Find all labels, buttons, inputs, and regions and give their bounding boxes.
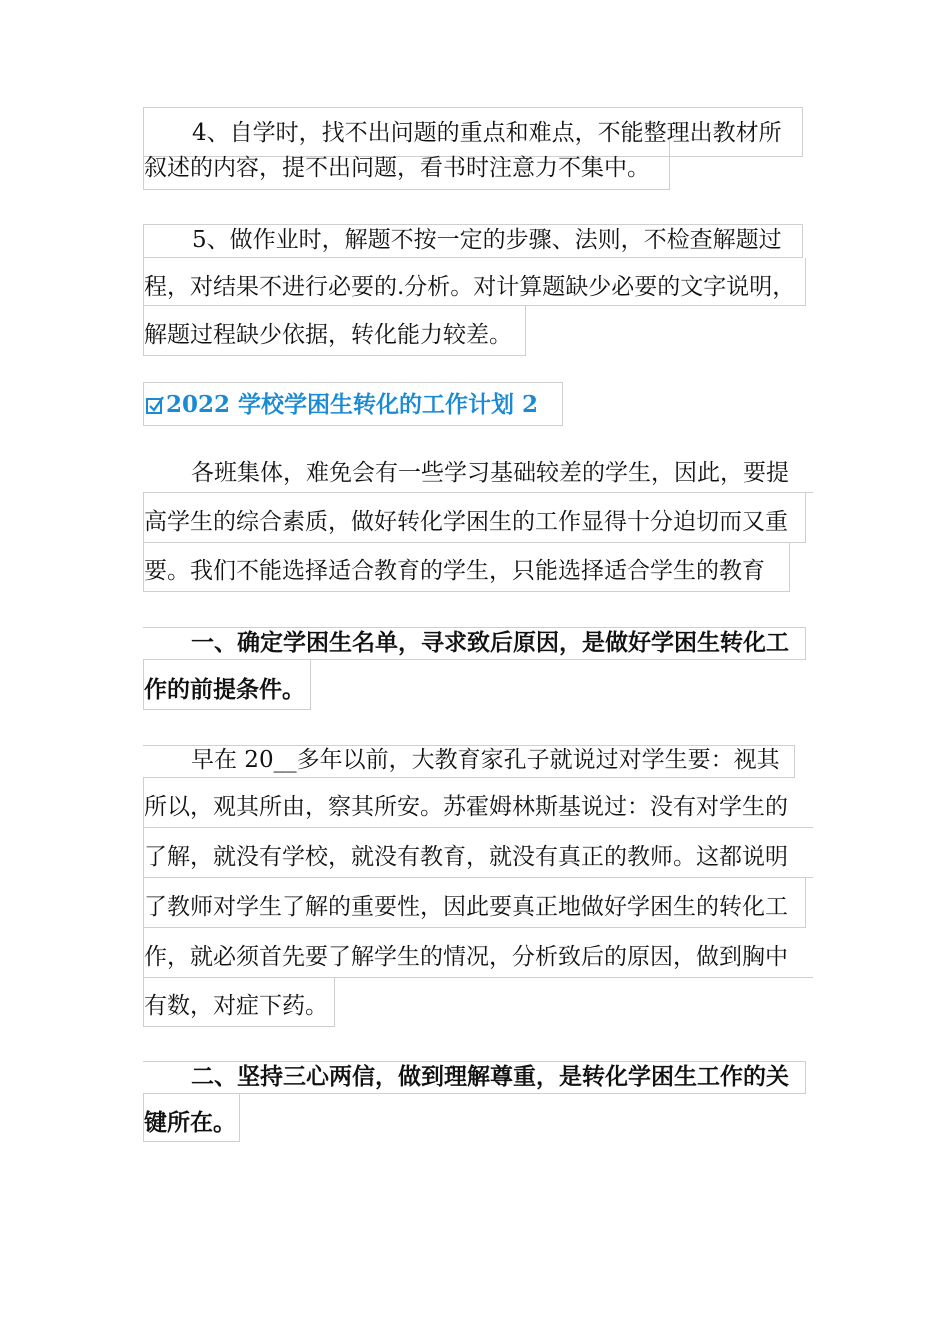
checkbox-icon <box>146 396 164 414</box>
section-1-body-line-3: 了解，就没有学校，就没有教育，就没有真正的教师。这都说明 <box>143 828 813 878</box>
intro-line-3: 要。我们不能选择适合教育的学生，只能选择适合学生的教育 <box>143 543 790 592</box>
paragraph-5-line-3: 解题过程缺少依据，转化能力较差。 <box>143 306 526 356</box>
section-2-heading-line-1: 二、坚持三心两信，做到理解尊重，是转化学困生工作的关 <box>143 1061 806 1094</box>
section-1-heading-line-1: 一、确定学困生名单，寻求致后原因，是做好学困生转化工 <box>143 627 806 660</box>
section-1-heading-line-2: 作的前提条件。 <box>143 660 311 710</box>
section-1-body-line-5: 作，就必须首先要了解学生的情况，分析致后的原因，做到胸中 <box>143 928 813 978</box>
section-1-body-line-6: 有数，对症下药。 <box>143 978 335 1027</box>
section-1-body-line-2: 所以，观其所由，察其所安。苏霍姆林斯基说过：没有对学生的 <box>143 778 813 828</box>
section-heading <box>143 382 563 426</box>
paragraph-5-line-1: 5、做作业时，解题不按一定的步骤、法则，不检查解题过 <box>143 224 803 258</box>
paragraph-5-line-2: 程，对结果不进行必要的.分析。对计算题缺少必要的文字说明， <box>143 258 806 306</box>
intro-line-1: 各班集体，难免会有一些学习基础较差的学生，因此，要提 <box>143 452 813 493</box>
section-2-heading-line-2: 键所在。 <box>143 1094 240 1142</box>
intro-line-2: 高学生的综合素质，做好转化学困生的工作显得十分迫切而又重 <box>143 493 806 543</box>
section-heading-text: 2022 学校学困生转化的工作计划 2 <box>166 391 539 418</box>
section-1-body-line-1: 早在 20__多年以前，大教育家孔子就说过对学生要：视其 <box>143 745 795 778</box>
paragraph-4-line-1: 4、自学时，找不出问题的重点和难点，不能整理出教材所 <box>143 107 803 157</box>
section-1-body-line-4: 了教师对学生了解的重要性，因此要真正地做好学困生的转化工 <box>143 878 806 928</box>
paragraph-4-line-2: 叙述的内容，提不出问题，看书时注意力不集中。 <box>143 139 670 190</box>
